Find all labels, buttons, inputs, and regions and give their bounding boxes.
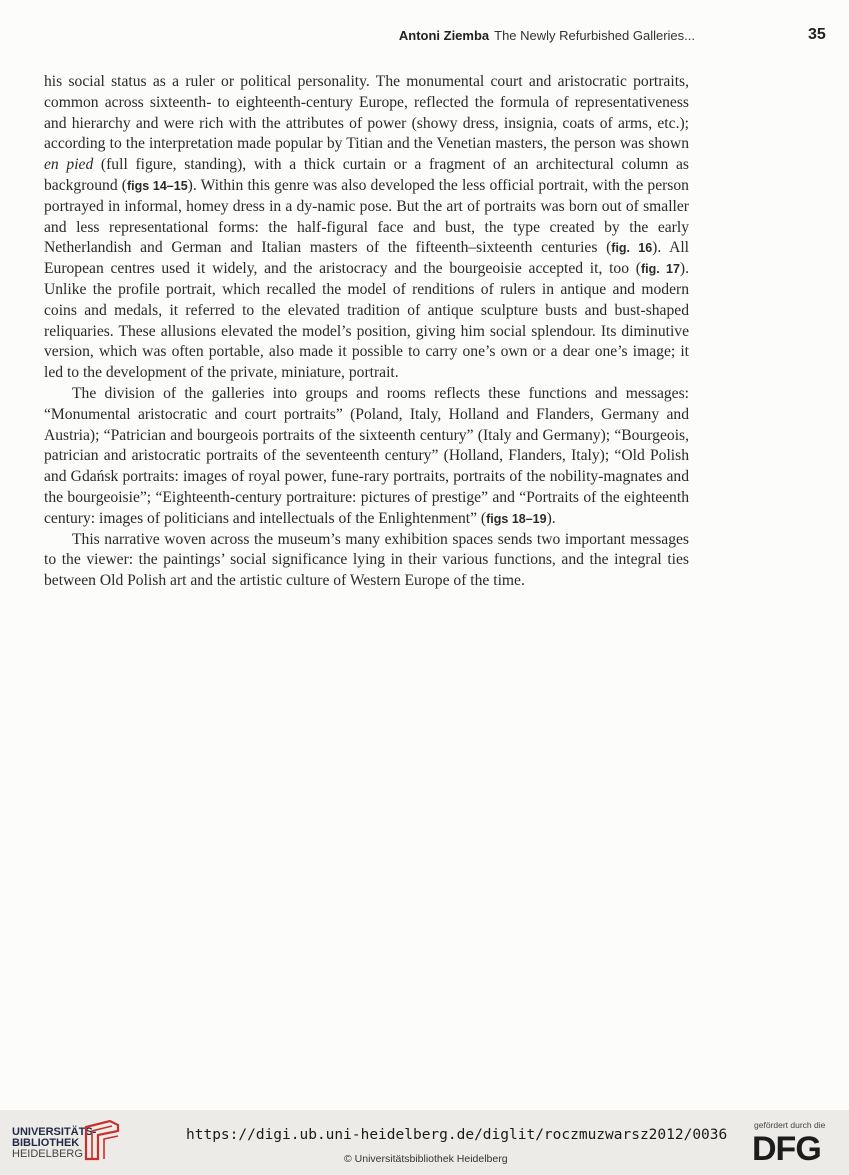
- funding-caption: gefördert durch die: [754, 1120, 826, 1130]
- copyright-notice: © Universitätsbibliothek Heidelberg: [344, 1153, 508, 1165]
- body-text: [44, 72, 689, 592]
- paragraph-2: [44, 384, 689, 530]
- logo-line-2: BIBLIOTHEK: [12, 1137, 80, 1149]
- paragraph-1: [44, 72, 689, 384]
- p1-text-2: (full figure, standing), with a thick curtain or a fragment of an architectural column as background (: [44, 156, 689, 194]
- figure-reference: figs 18–19: [486, 511, 547, 526]
- running-head-title: The Newly Refurbished Galleries...: [494, 28, 695, 43]
- library-emblem-icon: [84, 1119, 120, 1163]
- figure-reference: figs 14–15: [126, 178, 188, 193]
- p2-text-2: ).: [546, 509, 556, 527]
- page-number: 35: [808, 26, 826, 43]
- dfg-logo[interactable]: DFG: [752, 1130, 821, 1168]
- p1-text-4: ). All European centres used it widely, and the aristocracy and the bourgeoisie accepted it, too (: [44, 239, 689, 278]
- p1-text-1: his social status as a ruler or political personality. The monumental court and aristocratic portraits, common across sixteenth- to eighteenth-century Europe, reflected the formula of representativeness and hierarchy and were rich with the attributes of power (showy dress, insignia, coats of arms, etc.); according to the interpretation made popular by Titian and the Venetian masters, the person was shown: [44, 73, 689, 153]
- digitization-footer: [0, 1110, 849, 1175]
- figure-reference: fig. 16: [611, 241, 653, 256]
- p1-text-5: ). Unlike the profile portrait, which recalled the model of renditions of rulers in antique and modern coins and medals, it referred to the elevated tradition of antique sculpture busts and bust-shaped reliquaries. These allusions elevated the model’s position, giving him social splendour. Its diminutive version, which was often portable, also made it possible to carry one’s own or a dear one’s image; it led to the development of the private, miniature, portrait.: [44, 260, 689, 382]
- p1-text-3: ). Within this genre was also developed the less official portrait, with the person portrayed in informal, homey dress in a dy-namic pose. But the art of portraits was born out of smaller and less representational forms: the half-figural face and bust, the type created by the early Netherlandish and German and Italian masters of the fifteenth–sixteenth centuries (: [44, 176, 689, 257]
- p1-italic: en pied: [44, 156, 94, 174]
- logo-line-1: UNIVERSITÄTS-: [12, 1126, 97, 1138]
- logo-line-3: HEIDELBERG: [12, 1148, 83, 1160]
- paragraph-3: [44, 530, 689, 592]
- figure-reference: fig. 17: [640, 262, 680, 277]
- running-head: [399, 28, 695, 43]
- p2-text-1: The division of the galleries into groups and rooms reflects these functions and messages: “Monumental aristocratic and court portraits” (Poland, Italy, Holland and Flanders, Germany and Austria); “Patrician and bourgeois portraits of the sixteenth century” (Italy and Germany); “Bourgeois, patrician and aristocratic portraits of the seventeenth century” (Holland, Flanders, Italy); “Old Polish and Gdańsk portraits: images of royal power, fune-rary portraits, portraits of the nobility-magnates and the bourgeoisie”; “Eighteenth-century portraiture: pictures of prestige” and “Portraits of the eighteenth century: images of politicians and intellectuals of the Enlightenment” (: [44, 384, 689, 527]
- p3-text-1: This narrative woven across the museum’s many exhibition spaces sends two important messages to the viewer: the paintings’ social significance lying in their various functions, and the integral ties between Old Polish art and the artistic culture of Western Europe of the time.: [44, 530, 689, 590]
- running-head-author: Antoni Ziemba: [398, 28, 490, 43]
- permalink-url[interactable]: https://digi.ub.uni-heidelberg.de/diglit/roczmuzwarsz2012/0036: [186, 1127, 728, 1143]
